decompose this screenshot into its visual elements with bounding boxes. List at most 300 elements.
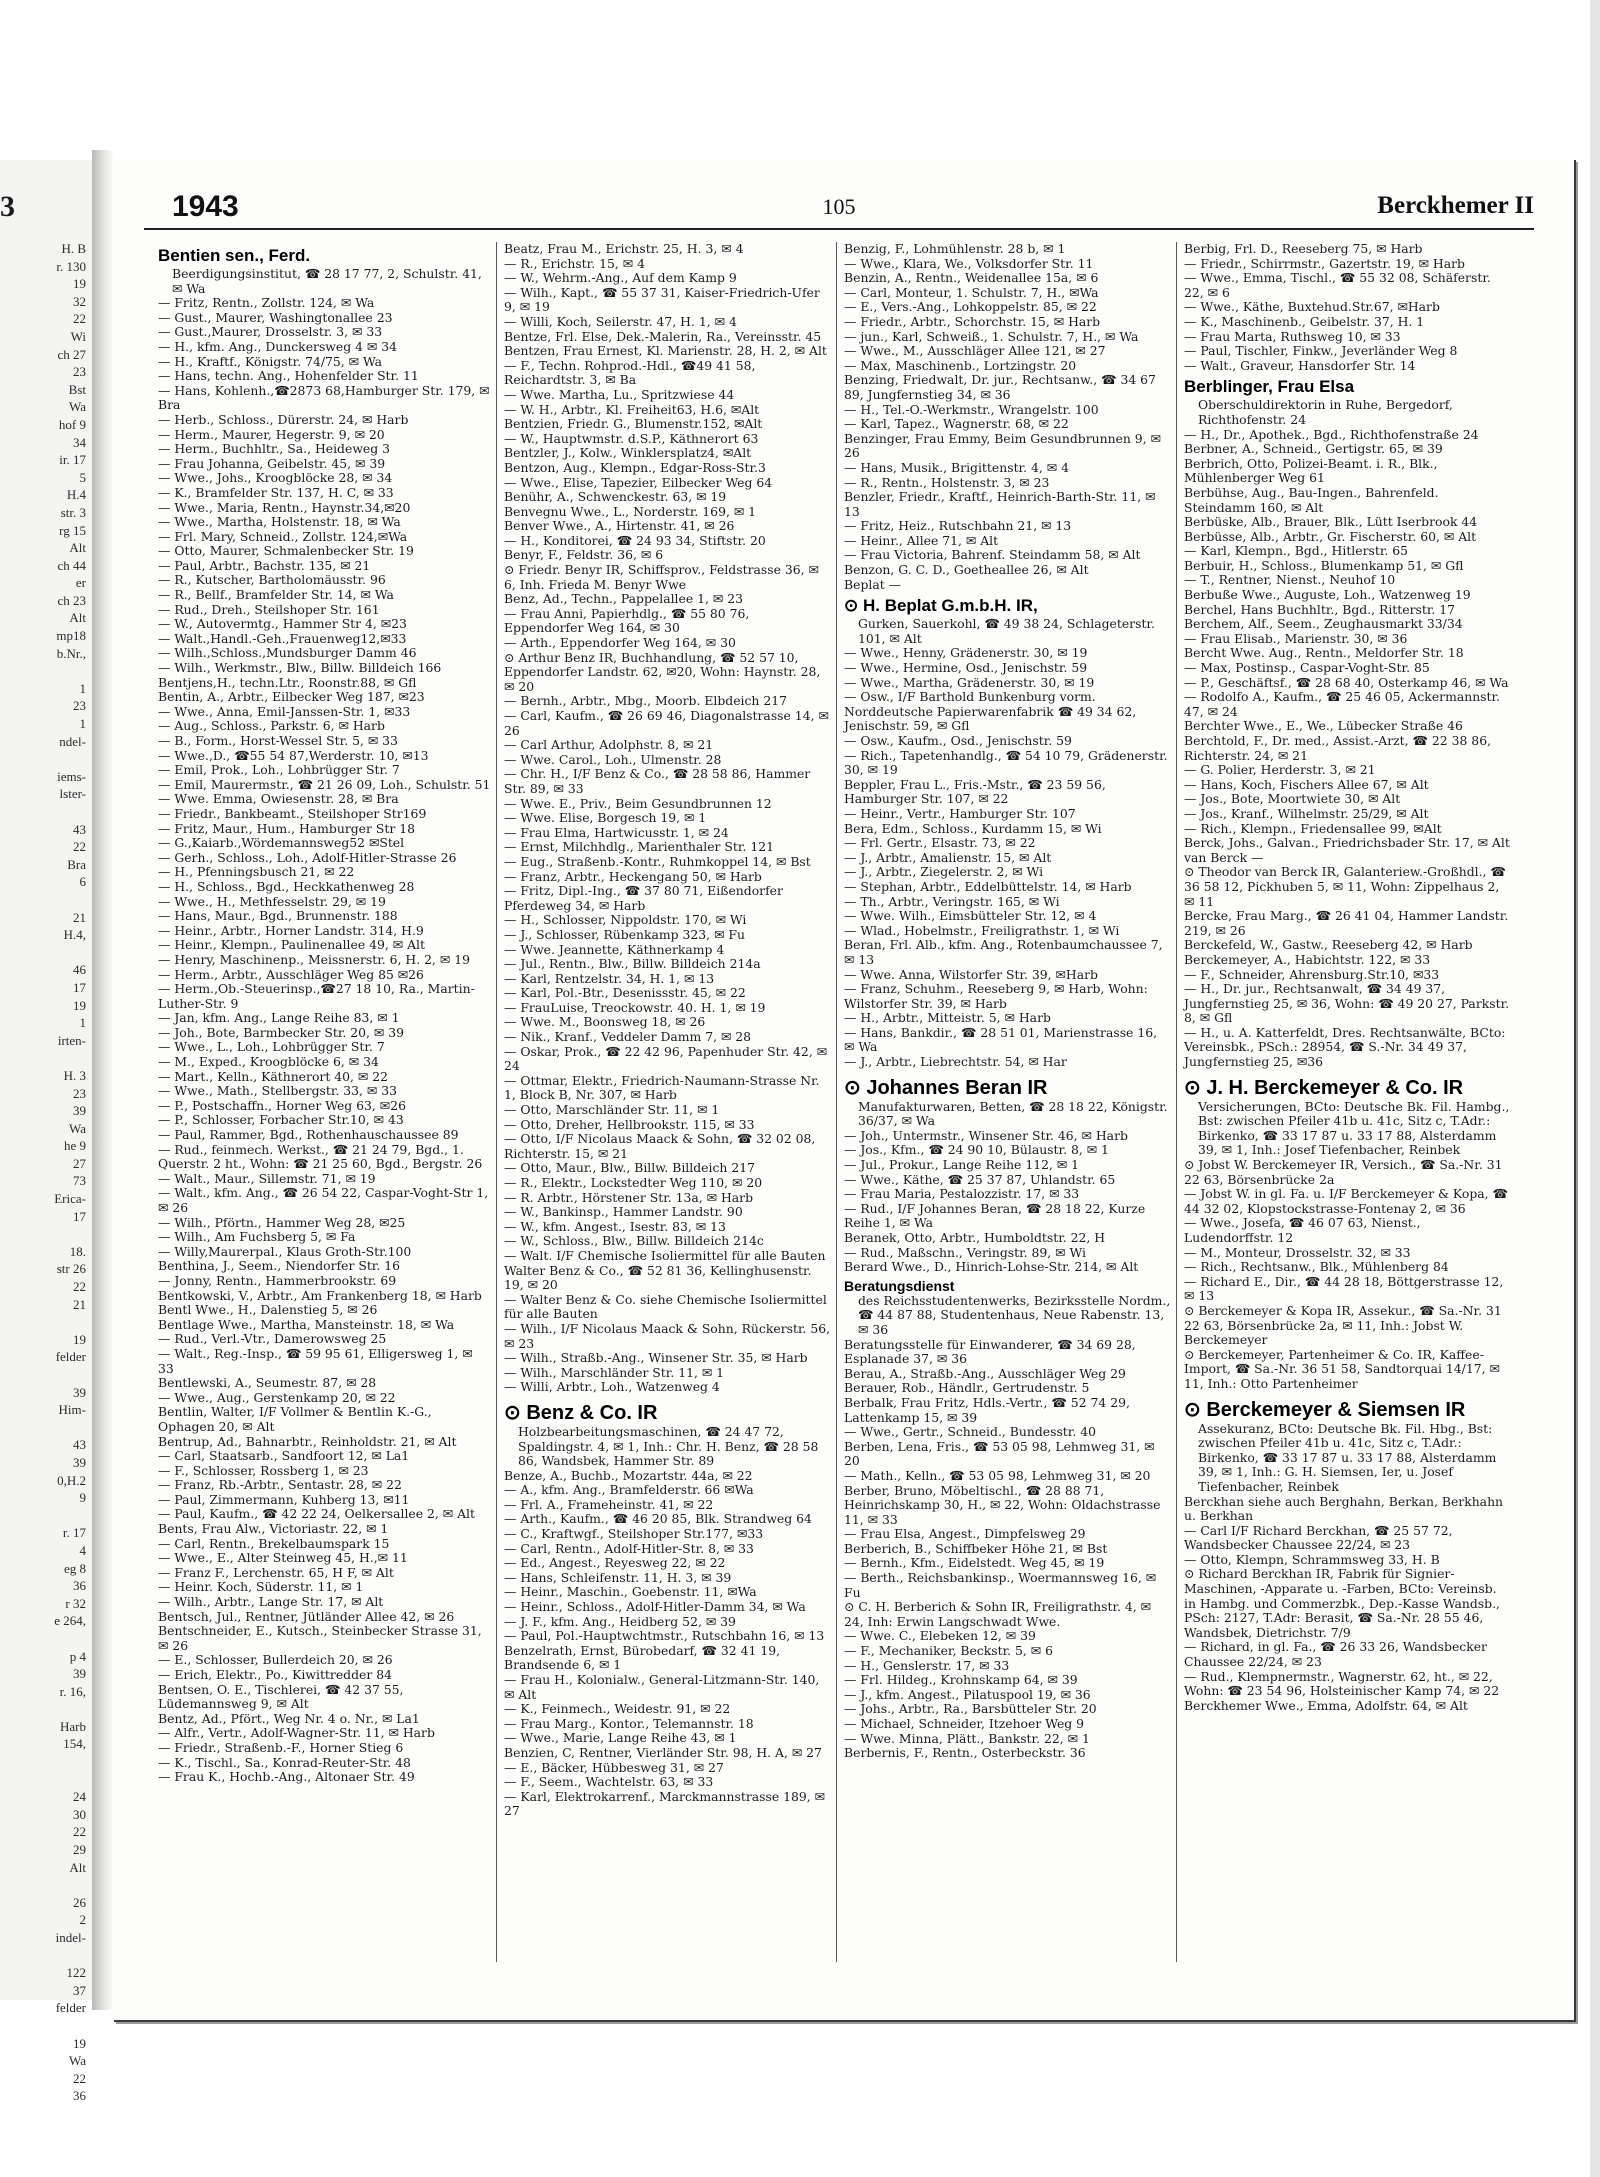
directory-entry: — Heinr., Schloss., Adolf-Hitler-Damm 34, ✉ Wa <box>504 1599 806 1615</box>
directory-entry: Beatz, Frau M., Erichstr. 25, H. 3, ✉ 4 <box>504 241 744 256</box>
facing-page-line-end: 122 <box>66 1965 86 1981</box>
directory-entry: — Ottmar, Elektr., Friedrich-Naumann-Strasse Nr. 1, Block B, Nr. 307, ✉ Harb <box>504 1072 820 1103</box>
directory-entry: Benz, Ad., Techn., Pappelallee 1, ✉ 23 <box>504 591 743 607</box>
facing-page-line-end: 32 <box>73 293 86 309</box>
facing-page-line-end: 24 <box>73 1789 86 1805</box>
directory-entry: — Wwe. Jeannette, Käthnerkamp 4 <box>504 941 725 957</box>
directory-entry: — Walt.,Handl.-Geh.,Frauenweg12,✉33 <box>158 630 407 646</box>
facing-page-line-end <box>26 803 86 821</box>
directory-entry: — Jul., Rentn., Blw., Billw. Billdeich 214a <box>504 956 761 972</box>
facing-page-line-end: felder <box>55 1349 86 1365</box>
facing-page-line-end: 39 <box>73 1666 86 1682</box>
directory-entry: — Frau Anni, Papierhdlg., ☎ 55 80 76, Eppendorfer Weg 164, ✉ 30 <box>504 605 750 636</box>
directory-entry: Benver Wwe., A., Hirtenstr. 41, ✉ 26 <box>504 518 735 534</box>
directory-entry: Berckemeyer, A., Habichtstr. 122, ✉ 33 <box>1184 951 1431 967</box>
directory-entry: — Wwe., Martha, Grädenerstr. 30, ✉ 19 <box>844 674 1095 690</box>
directory-entry: — Rich., Tapetenhandlg., ☎ 54 10 79, Grädenerstr. 30, ✉ 19 <box>844 747 1168 778</box>
facing-page-line-end: mp18 <box>56 628 86 644</box>
directory-entry: Beplat — <box>844 576 902 592</box>
directory-entry: — Joh., Bote, Barmbecker Str. 20, ✉ 39 <box>158 1024 405 1040</box>
directory-entry: — jun., Karl, Schweiß., 1. Schulstr. 7, H., ✉ Wa <box>844 328 1139 344</box>
directory-entry: Berauer, Rob., Händlr., Gertrudenstr. 5 <box>844 1380 1090 1396</box>
directory-entry-heading: Beerdigungsinstitut, ☎ 28 17 77, 2, Schulstr. 41, ✉ Wa <box>172 266 482 296</box>
directory-entry: — Hans, Kohlenh.,☎2873 68,Hamburger Str. 179, ✉ Bra <box>158 382 490 413</box>
directory-entry: — Frl. Hildeg., Krohnskamp 64, ✉ 39 <box>844 1672 1078 1688</box>
directory-entry: — Frau H., Kolonialw., General-Litzmann-Str. 140, ✉ Alt <box>504 1672 820 1702</box>
directory-entry: — W., Autovermtg., Hammer Str 4, ✉23 <box>158 616 407 632</box>
facing-page-line-end: ch 23 <box>57 592 86 608</box>
directory-entry: — Rud., Klempnermstr., Wagnerstr. 62, ht., ✉ 22, Wohn: ☎ 23 54 96, Holsteinischer Kamp 74, ✉ 22 <box>1184 1668 1500 1699</box>
facing-page-line-end: 22 <box>73 839 86 855</box>
facing-page-line-end <box>26 1700 86 1718</box>
directory-entry: — Franz, Schuhm., Reeseberg 9, ✉ Harb, Wohn: Wilstorfer Str. 39, ✉ Harb <box>844 981 1148 1011</box>
facing-page-line-end <box>26 1366 86 1384</box>
directory-entry: — Carl, Rentn., Adolf-Hitler-Str. 8, ✉ 33 <box>504 1540 754 1556</box>
facing-page-line-end: ch 44 <box>57 557 86 573</box>
directory-entry: — Jos., Bote, Moortwiete 30, ✉ Alt <box>1184 791 1401 807</box>
directory-entry: — Bernh., Kfm., Eidelstedt. Weg 45, ✉ 19 <box>844 1555 1105 1571</box>
directory-entry: Bentsen, O. E., Tischlerei, ☎ 42 37 55, Lüdemannsweg 9, ✉ Alt <box>158 1681 404 1712</box>
directory-entry: — Jul., Prokur., Lange Reihe 112, ✉ 1 <box>844 1157 1080 1173</box>
directory-entry: — Jos., Kfm., ☎ 24 90 10, Bülaustr. 8, ✉ 1 <box>844 1142 1109 1158</box>
directory-entry-heading: ⊙ Johannes Beran IR <box>844 1076 1048 1099</box>
facing-page-line-end: 30 <box>73 1806 86 1822</box>
directory-entry: — Heinr., Klempn., Paulinenallee 49, ✉ Alt <box>158 937 425 953</box>
facing-page-line-end: 43 <box>73 1437 86 1453</box>
directory-entry: — W., Hauptwmstr. d.S.P., Käthnerort 63 <box>504 430 759 446</box>
facing-page-line-end: 19 <box>73 997 86 1013</box>
directory-entry: — G. Polier, Herderstr. 3, ✉ 21 <box>1184 762 1376 778</box>
directory-entry: Bentl Wwe., H., Dalenstieg 5, ✉ 26 <box>158 1302 378 1318</box>
facing-page-line-end: 17 <box>73 979 86 995</box>
directory-entry: — Friedr., Straßenb.-F., Horner Stieg 6 <box>158 1739 404 1755</box>
directory-entry: — Jos., Kranf., Wilhelmstr. 25/29, ✉ Alt <box>1184 805 1429 821</box>
directory-entry: Berckefeld, W., Gastw., Reeseberg 42, ✉ Harb <box>1184 937 1473 953</box>
facing-page-line-end: he 9 <box>63 1138 86 1154</box>
directory-entry: — W., kfm. Angest., Isestr. 83, ✉ 13 <box>504 1218 726 1234</box>
page-header <box>144 188 1534 230</box>
directory-entry: — Herm., Buchhltr., Sa., Heideweg 3 <box>158 441 391 457</box>
directory-entry: — Wwe.,D., ☎55 54 87,Werderstr. 10, ✉13 <box>158 747 429 763</box>
directory-entry: — Gust., Maurer, Washingtonallee 23 <box>158 309 393 325</box>
directory-entry: — R., Elektr., Lockstedter Weg 110, ✉ 20 <box>504 1175 763 1190</box>
facing-page-line-end <box>26 1876 86 1894</box>
directory-entry: — H., Dr. jur., Rechtsanwalt, ☎ 34 49 37, Jungfernstieg 25, ✉ 36, Wohn: ☎ 49 20 27, Parkstr. 8, ✉ Gfl <box>1184 981 1510 1026</box>
facing-page-line-end: 36 <box>73 1578 86 1594</box>
directory-entry: — Henry, Maschinenp., Meissnerstr. 6, H. 2, ✉ 19 <box>158 951 470 967</box>
directory-entry: — Wwe., Aug., Gerstenkamp 20, ✉ 22 <box>158 1389 396 1405</box>
facing-page-line-end: 23 <box>73 1085 86 1101</box>
directory-entry: van Berck — <box>1184 849 1264 865</box>
facing-page-line-end: 22 <box>73 2070 86 2086</box>
directory-entry: — H., u. A. Katterfeldt, Dres. Rechtsanwälte, BCto: Vereinsbk., PSch.: 28954, ☎ S.-Nr. 34 49 37, Jungfernstieg 25, ✉36 <box>1184 1024 1506 1070</box>
directory-entry: — Heinr., Maschin., Goebenstr. 11, ✉Wa <box>504 1584 757 1600</box>
directory-entry: — Fritz, Rentn., Zollstr. 124, ✉ Wa <box>158 295 375 311</box>
directory-entry: Berck, Johs., Galvan., Friedrichsbader Str. 17, ✉ Alt <box>1184 835 1510 851</box>
directory-entry: — Carl, Kaufm., ☎ 26 69 46, Diagonalstrasse 14, ✉ 26 <box>504 708 829 738</box>
directory-entry: — Emil, Maurermstr., ☎ 21 26 09, Loh., Schulstr. 51 <box>158 776 491 792</box>
directory-entry: — Wilh.,Schloss.,Mundsburger Damm 46 <box>158 645 417 661</box>
directory-entry: — Otto, Maur., Blw., Billw. Billdeich 217 <box>504 1160 755 1176</box>
facing-page-line-end: 34 <box>73 434 86 450</box>
directory-entry: Bentz, Ad., Pfört., Weg Nr. 4 o. Nr., ✉ La1 <box>158 1710 420 1726</box>
directory-entry: Benthina, J., Seem., Niendorfer Str. 16 <box>158 1258 401 1274</box>
directory-entry: — Walt. I/F Chemische Isoliermittel für alle Bauten Walter Benz & Co., ☎ 52 81 36, Kellinghusenstr. 19, ✉ 20 <box>504 1247 826 1293</box>
directory-entry: — Osw., Kaufm., Osd., Jenischstr. 59 <box>844 733 1072 748</box>
directory-entry: Benühr, A., Schwenckestr. 63, ✉ 19 <box>504 489 727 505</box>
directory-entry: — Walt., Reg.-Insp., ☎ 59 95 61, Elligersweg 1, ✉ 33 <box>158 1345 473 1376</box>
facing-page-line-end: 1 <box>79 1015 86 1031</box>
directory-entry: — Wilh., Pförtn., Hammer Weg 28, ✉25 <box>158 1214 406 1230</box>
directory-entry: Berchtold, F., Dr. med., Assist.-Arzt, ☎ 22 38 86, Richterstr. 24, ✉ 21 <box>1184 733 1492 763</box>
directory-entry-heading: Versicherungen, BCto: Deutsche Bk. Fil. Hambg., Bst: zwischen Pfeiler 41b u. 41c, Sitz c, T.Adr.: Birkenko, ☎ 33 17 87 u. 33 17 88, Alsterdamm 39, ✉ 1, Inh.: Josef Tiefenbacher, Reinbek <box>1198 1098 1510 1158</box>
directory-entry: — Wwe., Emma, Tischl., ☎ 55 32 08, Schäferstr. 22, ✉ 6 <box>1184 270 1491 300</box>
facing-page-line-end: H.4, <box>63 927 86 943</box>
facing-page-line-end: 5 <box>79 469 86 485</box>
directory-entry: — M., Exped., Kroogblöcke 6, ✉ 34 <box>158 1054 379 1070</box>
directory-entry: — F., Schneider, Ahrensburg.Str.10, ✉33 <box>1184 966 1440 982</box>
facing-page-line-end: 1 <box>79 680 86 696</box>
directory-entry: Bentjens,H., techn.Ltr., Roonstr.88, ✉ Gfl <box>158 674 417 690</box>
directory-entry: — Johs., Arbtr., Ra., Barsbütteler Str. 20 <box>844 1701 1097 1717</box>
directory-entry: — Walt., kfm. Ang., ☎ 26 54 22, Caspar-Voght-Str 1, ✉ 26 <box>158 1185 489 1215</box>
facing-page-line-end: 36 <box>73 2088 86 2104</box>
facing-page-line-end: 1 <box>79 716 86 732</box>
directory-entry: — Otto, Klempn, Schrammsweg 33, H. B <box>1184 1551 1440 1567</box>
directory-entry-heading: Beratungsdienst <box>844 1277 955 1294</box>
directory-entry: ⊙ Richard Berckhan IR, Fabrik für Signier-Maschinen, -Apparate u. -Farben, BCto: Vereinsb. in Hambg. und Commerzbk., Dep.-Kasse Wandsb., PSch: 2127, T.Adr: Berasit, ☎ Sa.-Nr. 28 55 46, Wandsbek, Dietrichstr. 7/9 <box>1184 1566 1500 1640</box>
directory-entry: — F., Seem., Wachtelstr. 63, ✉ 33 <box>504 1774 714 1790</box>
directory-entry: — F., Techn. Rohprod.-Hdl., ☎49 41 58, Reichardtstr. 3, ✉ Ba <box>504 357 756 388</box>
directory-entry: ⊙ Berckemeyer & Kopa IR, Assekur., ☎ Sa.-Nr. 31 22 63, Börsenbrücke 2a, ✉ 11, Inh.: Jobst W. Berckemeyer <box>1184 1302 1502 1348</box>
directory-entry: Berbüske, Alb., Brauer, Blk., Lütt Iserbrook 44 <box>1184 514 1478 530</box>
directory-entry-heading: Berblinger, Frau Elsa <box>1184 377 1355 397</box>
directory-entry: Berben, Lena, Fris., ☎ 53 05 98, Lehmweg 31, ✉ 20 <box>844 1438 1155 1469</box>
directory-entry: Bentsch, Jul., Rentner, Jütländer Allee 42, ✉ 26 <box>158 1608 455 1624</box>
facing-page-line-end: Wa <box>69 399 86 415</box>
directory-entry: — W. H., Arbtr., Kl. Freiheit63, H.6, ✉Alt <box>504 401 760 417</box>
scan-edge <box>1590 0 1600 2177</box>
directory-entry: Bentrup, Ad., Bahnarbtr., Reinholdstr. 21, ✉ Alt <box>158 1433 457 1449</box>
directory-entry: — Franz F., Lerchenstr. 65, H F, ✉ Alt <box>158 1564 394 1580</box>
directory-entry: — FrauLuise, Treockowstr. 40. H. 1, ✉ 19 <box>504 999 766 1015</box>
directory-entry: — Wwe., Elise, Tapezier, Eilbecker Weg 64 <box>504 474 773 490</box>
directory-entry: Bents, Frau Alw., Victoriastr. 22, ✉ 1 <box>158 1521 389 1537</box>
directory-entry: — Rud., I/F Johannes Beran, ☎ 28 18 22, Kurze Reihe 1, ✉ Wa <box>844 1200 1146 1231</box>
facing-page-line-end: felder <box>55 2000 86 2016</box>
directory-entry: Bentlewski, A., Seumestr. 87, ✉ 28 <box>158 1375 377 1391</box>
directory-entry: — E., Schlosser, Bullerdeich 20, ✉ 26 <box>158 1652 393 1668</box>
facing-page-line-end <box>26 1630 86 1648</box>
directory-entry: — Frau Maria, Pestalozzistr. 17, ✉ 33 <box>844 1186 1080 1202</box>
directory-entry: — F., Schlosser, Rossberg 1, ✉ 23 <box>158 1462 369 1478</box>
facing-page-line-end <box>26 750 86 768</box>
directory-entry: Berbühse, Aug., Bau-Ingen., Bahrenfeld. Steindamm 160, ✉ Alt <box>1184 484 1439 515</box>
directory-entry: Berchem, Alf., Seem., Zeughausmarkt 33/34 <box>1184 616 1463 632</box>
directory-entry: — Carl Arthur, Adolphstr. 8, ✉ 21 <box>504 737 714 753</box>
directory-entry: — Max, Maschinenb., Lortzingstr. 20 <box>844 357 1077 373</box>
directory-entry: ⊙ Berckemeyer, Partenheimer & Co. IR, Kaffee-Import, ☎ Sa.-Nr. 36 51 58, Sandtorquai 14/17, ✉ 11, Inh.: Otto Partenheimer <box>1184 1346 1500 1391</box>
facing-page-line-end: Erica- <box>54 1191 86 1207</box>
directory-entry: Bentkowski, V., Arbtr., Am Frankenberg 18, ✉ Harb <box>158 1287 482 1303</box>
directory-entry-heading: ⊙ H. Beplat G.m.b.H. IR, <box>844 596 1038 616</box>
directory-entry: — Fritz, Dipl.-Ing., ☎ 37 80 71, Eißendorfer Pferdeweg 34, ✉ Harb <box>504 883 783 913</box>
page-year: 1943 <box>172 190 239 223</box>
directory-entry: — Heinr., Allee 71, ✉ Alt <box>844 532 999 548</box>
directory-entry: — Frau Marg., Kontor., Telemannstr. 18 <box>504 1715 754 1731</box>
directory-entry: Benzig, F., Lohmühlenstr. 28 b, ✉ 1 <box>844 241 1066 256</box>
facing-page-line-end: ir. 17 <box>59 452 86 468</box>
facing-page-line-end: irten- <box>57 1032 86 1048</box>
directory-entry: — C., Kraftwgf., Steilshoper Str.177, ✉33 <box>504 1526 764 1542</box>
directory-entry: — Frl. Mary, Schneid., Zollstr. 124,✉Wa <box>158 528 408 544</box>
facing-page-line-end: r. 16, <box>59 1683 86 1699</box>
facing-page-line-end: 22 <box>73 1279 86 1295</box>
directory-entry: — Carl I/F Richard Berckhan, ☎ 25 57 72, Wandsbecker Chaussee 22/24, ✉ 23 <box>1184 1522 1453 1553</box>
directory-entry: — Wwe. Minna, Plätt., Bankstr. 22, ✉ 1 <box>844 1730 1090 1746</box>
directory-entry: Bentlin, Walter, I/F Vollmer & Bentlin K.-G., Ophagen 20, ✉ Alt <box>158 1404 432 1434</box>
facing-page-line-end: str 26 <box>56 1261 86 1277</box>
directory-entry: — Herb., Schloss., Dürerstr. 24, ✉ Harb <box>158 411 409 427</box>
directory-entry: — Rich., Klempn., Friedensallee 99, ✉Alt <box>1184 820 1442 836</box>
directory-entry-heading: Assekuranz, BCto: Deutsche Bk. Fil. Hbg., Bst: zwischen Pfeiler 41b u. 41c, Sitz c, T.Adr.: Birkenko, ☎ 33 17 87 u. 33 17 88, Alsterdamm 39, ✉ 1, Inh.: G. H. Siemsen, Ier, u. Josef Tiefenbacher, Reinbek <box>1198 1420 1497 1494</box>
directory-entry: Bercht Wwe. Aug., Rentn., Meldorfer Str. 18 <box>1184 645 1464 661</box>
directory-entry: Berau, A., Straßb.-Ang., Ausschläger Weg 29 <box>844 1365 1126 1381</box>
directory-entry: — Bernh., Arbtr., Mbg., Moorb. Elbdeich 217 <box>504 693 788 709</box>
directory-page <box>114 160 1576 2022</box>
directory-entry: — Wilh., Marschländer Str. 11, ✉ 1 <box>504 1364 725 1380</box>
directory-entry: Bentzler, J., Kolw., Winklersplatz4, ✉Alt <box>504 445 752 461</box>
facing-page-line-end <box>26 1507 86 1525</box>
directory-entry: — R., Rentn., Holstenstr. 3, ✉ 23 <box>844 474 1050 490</box>
directory-entry: — Wwe., Math., Stellbergstr. 33, ✉ 33 <box>158 1083 398 1099</box>
directory-entry: — Wlad., Hobelmstr., Freiligrathstr. 1, ✉ Wi <box>844 922 1120 938</box>
directory-entry: — Otto, Marschländer Str. 11, ✉ 1 <box>504 1102 720 1118</box>
directory-columns <box>156 242 1516 1962</box>
facing-page-line-end: 17 <box>73 1208 86 1224</box>
directory-entry: — Hans, techn. Ang., Hohenfelder Str. 11 <box>158 368 419 384</box>
directory-entry: ⊙ Theodor van Berck IR, Galanteriew.-Großhdl., ☎ 36 58 12, Pickhuben 5, ✉ 11, Wohn: Zippelhaus 2, ✉ 11 <box>1184 864 1506 909</box>
page-number: 105 <box>822 194 856 219</box>
directory-entry: — Franz, Arbtr., Heckengang 50, ✉ Harb <box>504 868 762 884</box>
directory-entry: — M., Monteur, Drosselstr. 32, ✉ 33 <box>1184 1244 1411 1260</box>
directory-entry: — Aug., Schloss., Parkstr. 6, ✉ Harb <box>158 718 385 734</box>
directory-entry: Benzinger, Frau Emmy, Beim Gesundbrunnen 9, ✉ 26 <box>844 430 1161 461</box>
directory-entry: — Joh., Untermstr., Winsener Str. 46, ✉ Harb <box>844 1127 1128 1143</box>
directory-entry: — H., Tel.-O.-Werkmstr., Wrangelstr. 100 <box>844 401 1099 417</box>
facing-page-line-end: 22 <box>73 1824 86 1840</box>
directory-entry: — R., Bellf., Bramfelder Str. 14, ✉ Wa <box>158 587 394 603</box>
directory-entry: — Gerh., Schloss., Loh., Adolf-Hitler-Strasse 26 <box>158 849 457 865</box>
facing-page-line-end: 29 <box>73 1842 86 1858</box>
directory-entry: — Carl, Rentn., Brekelbaumspark 15 <box>158 1535 390 1551</box>
directory-entry: — Otto, I/F Nicolaus Maack & Sohn, ☎ 32 02 08, Richterstr. 15, ✉ 21 <box>504 1131 816 1161</box>
directory-entry-heading: Bentien sen., Ferd. <box>158 246 311 265</box>
directory-entry: — Rodolfo A., Kaufm., ☎ 25 46 05, Ackermannstr. 47, ✉ 24 <box>1184 689 1501 719</box>
directory-entry: — Wwe. Emma, Owiesenstr. 28, ✉ Bra <box>158 791 399 807</box>
directory-entry: Berbernis, F., Rentn., Osterbeckstr. 36 <box>844 1745 1086 1761</box>
directory-entry: — Wwe. Carol., Loh., Ulmenstr. 28 <box>504 751 722 767</box>
directory-entry: — R. Arbtr., Hörstener Str. 13a, ✉ Harb <box>504 1189 754 1205</box>
directory-entry: — Wilh., Am Fuchsberg 5, ✉ Fa <box>158 1229 356 1245</box>
directory-entry: — H., Schloss., Bgd., Heckkathenweg 28 <box>158 878 415 894</box>
directory-entry: — Jan, kfm. Ang., Lange Reihe 83, ✉ 1 <box>158 1010 400 1026</box>
directory-entry: — Wwe., Josefa, ☎ 46 07 63, Nienst., Ludendorffstr. 12 <box>1184 1215 1421 1245</box>
directory-entry: — Frau Elsa, Angest., Dimpfelsweg 29 <box>844 1526 1086 1542</box>
facing-page-line-end: 39 <box>73 1103 86 1119</box>
directory-entry: Beppler, Frau L., Fris.-Mstr., ☎ 23 59 56, Hamburger Str. 107, ✉ 22 <box>844 776 1106 807</box>
directory-entry: Berbüsse, Alb., Arbtr., Gr. Fischerstr. 60, ✉ Alt <box>1184 528 1477 544</box>
directory-entry: — Fritz, Maur., Hum., Hamburger Str 18 <box>158 820 415 836</box>
directory-entry: — Karl, Rentzelstr. 34, H. 1, ✉ 13 <box>504 970 715 986</box>
directory-entry: — Wwe. E., Priv., Beim Gesundbrunnen 12 <box>504 795 772 811</box>
directory-entry: — H., Konditorei, ☎ 24 93 34, Stiftstr. 20 <box>504 532 766 548</box>
directory-entry: — H., Dr., Apothek., Bgd., Richthofenstraße 24 <box>1184 426 1479 442</box>
directory-entry: — Osw., I/F Barthold Bunkenburg vorm. Norddeutsche Papierwarenfabrik ☎ 49 34 62, Jenischstr. 59, ✉ Gfl <box>844 689 1137 734</box>
directory-entry-heading: ⊙ Berckemeyer & Siemsen IR <box>1184 1398 1466 1421</box>
directory-entry: — Heinr., Vertr., Hamburger Str. 107 <box>844 805 1076 821</box>
facing-page-line-end <box>26 891 86 909</box>
directory-entry: — Erich, Elektr., Po., Kiwittredder 84 <box>158 1667 392 1682</box>
directory-entry: — Herm., Maurer, Hegerstr. 9, ✉ 20 <box>158 426 385 442</box>
directory-entry: Benze, A., Buchb., Mozartstr. 44a, ✉ 22 <box>504 1467 753 1483</box>
directory-entry: — Wwe. Elise, Borgesch 19, ✉ 1 <box>504 810 707 826</box>
directory-entry: Berbner, A., Schneid., Gertigstr. 65, ✉ 39 <box>1184 441 1443 457</box>
directory-entry: — Richard, in gl. Fa., ☎ 26 33 26, Wandsbecker Chaussee 22/24, ✉ 23 <box>1184 1639 1487 1670</box>
directory-entry: — H., Pfenningsbusch 21, ✉ 22 <box>158 864 355 880</box>
facing-page-line-end <box>26 1419 86 1437</box>
directory-entry: — Walt., Graveur, Hansdorfer Str. 14 <box>1184 357 1416 373</box>
facing-page-line-end: iems- <box>57 768 86 784</box>
directory-entry: — Wwe., Maria, Rentn., Haynstr.34,✉20 <box>158 499 411 515</box>
directory-entry: Berbalk, Frau Fritz, Hdls.-Vertr., ☎ 52 74 29, Lattenkamp 15, ✉ 39 <box>844 1394 1130 1425</box>
facing-page-line-end: ch 27 <box>57 346 86 362</box>
directory-entry: Benzler, Friedr., Kraftf., Heinrich-Barth-Str. 11, ✉ 13 <box>844 489 1156 519</box>
directory-entry: — H., Kraftf., Königstr. 74/75, ✉ Wa <box>158 353 383 369</box>
directory-entry: — Carl, Monteur, 1. Schulstr. 7, H., ✉Wa <box>844 284 1099 300</box>
directory-entry: Bentin, A., Arbtr., Eilbecker Weg 187, ✉23 <box>158 689 425 705</box>
facing-page-line-end: Harb <box>60 1718 86 1734</box>
facing-page-line-end <box>26 1947 86 1965</box>
facing-page-line-end <box>26 1225 86 1243</box>
directory-column-4 <box>1176 242 1516 1962</box>
facing-page-line-end: Wi <box>70 328 86 344</box>
directory-entry: — Chr. H., I/F Benz & Co., ☎ 28 58 86, Hammer Str. 89, ✉ 33 <box>504 766 811 796</box>
directory-entry: — Wwe., Käthe, Buxtehud.Str.67, ✉Harb <box>1184 299 1440 315</box>
directory-entry: — Frau Johanna, Geibelstr. 45, ✉ 39 <box>158 455 386 471</box>
facing-page-line-end: 18. <box>69 1243 86 1259</box>
facing-page-line-end: b.Nr., <box>56 645 86 661</box>
directory-entry: — P., Postschaffn., Horner Weg 63, ✉26 <box>158 1097 406 1113</box>
directory-entry: — Rud., feinmech. Werkst., ☎ 21 24 79, Bgd., 1. Querstr. 2 ht., Wohn: ☎ 21 25 60, Bgd., Bergstr. 26 <box>158 1141 483 1172</box>
directory-entry: Benzin, A., Rentn., Weidenallee 15a, ✉ 6 <box>844 270 1099 286</box>
directory-entry: Benzon, G. C. D., Goetheallee 26, ✉ Alt <box>844 562 1089 578</box>
directory-entry: — Herm., Arbtr., Ausschläger Weg 85 ✉26 <box>158 966 424 982</box>
directory-entry: — Wwe., L., Loh., Lohbrügger Str. 7 <box>158 1039 385 1055</box>
directory-entry: ⊙ Jobst W. Berckemeyer IR, Versich., ☎ Sa.-Nr. 31 22 63, Börsenbrücke 2a <box>1184 1157 1503 1187</box>
directory-entry: — Paul, Tischler, Finkw., Jeverländer Weg 8 <box>1184 343 1458 359</box>
directory-entry: ⊙ C. H. Berberich & Sohn IR, Freiligrathstr. 4, ✉ 24, Inh: Erwin Langschwadt Wwe. <box>844 1599 1152 1629</box>
directory-entry: ⊙ Friedr. Benyr IR, Schiffsprov., Feldstrasse 36, ✉ 6, Inh. Frieda M. Benyr Wwe <box>504 562 819 592</box>
directory-entry: — Willy,Maurerpal., Klaus Groth-Str.100 <box>158 1243 412 1259</box>
directory-entry: — H., Genslerstr. 17, ✉ 33 <box>844 1657 1010 1673</box>
directory-column-3 <box>836 242 1176 1962</box>
directory-entry: — Wwe., Anna, Emil-Janssen-Str. 1, ✉33 <box>158 703 411 719</box>
facing-page-line-end: 2 <box>79 1912 86 1928</box>
directory-entry: — H., kfm. Ang., Dunckersweg 4 ✉ 34 <box>158 338 398 354</box>
facing-page-line-end: Wa <box>69 1120 86 1136</box>
facing-page-line-end: H.4 <box>66 487 86 503</box>
facing-page-line-end: 27 <box>73 1155 86 1171</box>
directory-entry: — Oskar, Prok., ☎ 22 42 96, Papenhuder Str. 42, ✉ 24 <box>504 1043 828 1074</box>
directory-entry: Benzelrath, Ernst, Bürobedarf, ☎ 32 41 19, Brandsende 6, ✉ 1 <box>504 1642 781 1673</box>
directory-entry: Berber, Bruno, Möbeltischl., ☎ 28 88 71, Heinrichskamp 30, H., ✉ 22, Wohn: Oldachstrasse 11, ✉ 33 <box>844 1482 1161 1527</box>
directory-entry: — K., Tischl., Sa., Konrad-Reuter-Str. 48 <box>158 1754 411 1770</box>
facing-page-line-end: hof 9 <box>58 416 86 432</box>
directory-entry: Bentze, Frl. Else, Dek.-Malerin, Ra., Vereinsstr. 45 <box>504 328 822 344</box>
facing-page-line-end: 46 <box>73 962 86 978</box>
directory-entry: — A., kfm. Ang., Bramfelderstr. 66 ✉Wa <box>504 1482 754 1498</box>
directory-entry: — Wwe., Klara, We., Volksdorfer Str. 11 <box>844 255 1094 271</box>
directory-entry: — Paul, Arbtr., Bachstr. 135, ✉ 21 <box>158 557 371 573</box>
directory-entry: — Ernst, Milchhdlg., Marienthaler Str. 121 <box>504 839 774 855</box>
directory-entry: — Arth., Eppendorfer Weg 164, ✉ 30 <box>504 635 736 651</box>
directory-entry: — Carl, Staatsarb., Sandfoort 12, ✉ La1 <box>158 1448 410 1464</box>
facing-page-line-end: er <box>75 575 86 591</box>
directory-entry: — Hans, Maur., Bgd., Brunnenstr. 188 <box>158 908 398 924</box>
facing-page-line-end: Bst <box>68 381 86 397</box>
directory-entry: Bentlage Wwe., Martha, Mansteinstr. 18, ✉ Wa <box>158 1316 455 1332</box>
directory-entry: — Alfr., Vertr., Adolf-Wagner-Str. 11, ✉ Harb <box>158 1725 435 1741</box>
directory-entry: Benzien, C, Rentner, Vierländer Str. 98, H. A, ✉ 27 <box>504 1744 822 1760</box>
directory-entry: Benzing, Friedwalt, Dr. jur., Rechtsanw., ☎ 34 67 89, Jungfernstieg 34, ✉ 36 <box>844 372 1156 402</box>
facing-page-line-end: Him- <box>58 1402 86 1418</box>
facing-page-line-end: 23 <box>73 364 86 380</box>
directory-entry: — Hans, Bankdir., ☎ 28 51 01, Marienstrasse 16, ✉ Wa <box>844 1024 1158 1055</box>
directory-entry: — Wilh., Straßb.-Ang., Winsener Str. 35, ✉ Harb <box>504 1350 808 1366</box>
directory-entry: Berbig, Frl. D., Reeseberg 75, ✉ Harb <box>1184 241 1423 256</box>
facing-page-line-end: 43 <box>73 821 86 837</box>
directory-entry: — Karl, Tapez., Wagnerstr. 68, ✉ 22 <box>844 416 1069 432</box>
directory-entry: — Rud., Dreh., Steilshoper Str. 161 <box>158 601 380 617</box>
directory-entry: Bentzen, Frau Ernest, Kl. Marienstr. 28, H. 2, ✉ Alt <box>504 343 827 359</box>
facing-page-line-end: Alt <box>69 540 86 556</box>
directory-entry: — Rich., Rechtsanw., Blk., Mühlenberg 84 <box>1184 1259 1449 1275</box>
directory-entry: Benyr, F., Feldstr. 36, ✉ 6 <box>504 547 664 563</box>
directory-entry: Berberich, B., Schiffbeker Höhe 21, ✉ Bst <box>844 1540 1108 1556</box>
directory-entry: — Wilh., I/F Nicolaus Maack & Sohn, Rückerstr. 56, ✉ 23 <box>504 1320 831 1351</box>
directory-entry: Bentzon, Aug., Klempn., Edgar-Ross-Str.3 <box>504 459 766 475</box>
facing-page-line-end <box>26 1313 86 1331</box>
directory-entry: — J. F., kfm. Ang., Heidberg 52, ✉ 39 <box>504 1613 736 1629</box>
facing-page-line-end: 39 <box>73 1384 86 1400</box>
facing-page-line-end: 19 <box>73 2035 86 2051</box>
directory-entry: — Mart., Kelln., Käthnerort 40, ✉ 22 <box>158 1068 388 1084</box>
facing-page-line-end: 23 <box>73 698 86 714</box>
facing-page-line-end: 73 <box>73 1173 86 1189</box>
directory-entry: — Wilh., Arbtr., Lange Str. 17, ✉ Alt <box>158 1594 384 1610</box>
directory-entry: — Walter Benz & Co. siehe Chemische Isoliermittel für alle Bauten <box>504 1291 827 1322</box>
directory-entry: — Frau Marta, Ruthsweg 10, ✉ 33 <box>1184 328 1401 344</box>
directory-entry: — Paul, Pol.-Hauptwchtmstr., Rutschbahn 16, ✉ 13 <box>504 1628 825 1644</box>
directory-entry: — Karl, Pol.-Btr., Desenissstr. 45, ✉ 22 <box>504 985 746 1001</box>
directory-entry: — Fritz, Heiz., Rutschbahn 21, ✉ 13 <box>844 518 1072 534</box>
directory-entry: — Heinr., Arbtr., Horner Landstr. 314, H.9 <box>158 922 424 938</box>
directory-entry: — Otto, Dreher, Hellbrookstr. 115, ✉ 33 <box>504 1116 755 1132</box>
facing-page-line-end <box>26 1049 86 1067</box>
directory-entry: — Math., Kelln., ☎ 53 05 98, Lehmweg 31, ✉ 20 <box>844 1467 1151 1483</box>
directory-entry: — Wwe., Martha, Holstenstr. 18, ✉ Wa <box>158 514 401 530</box>
